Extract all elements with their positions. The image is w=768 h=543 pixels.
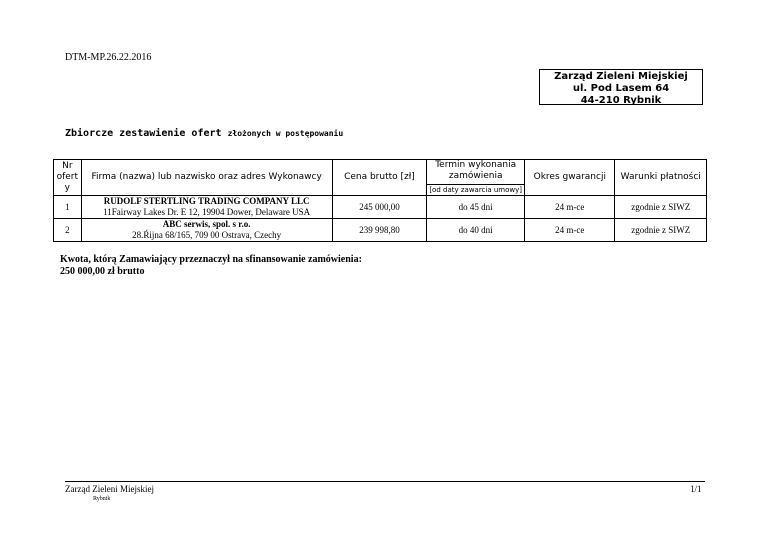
header-warunki: Warunki płatności	[615, 160, 707, 196]
table-row	[54, 219, 707, 242]
header-firma: Firma (nazwa) lub nazwisko oraz adres Wykonawcy	[81, 160, 332, 196]
header-termin-sub: [od daty zawarcia umowy]	[427, 184, 524, 195]
cell-warranty: 24 m-ce	[525, 196, 615, 219]
table-row	[54, 196, 707, 219]
title-main: Zbiorcze zestawienie ofert	[65, 128, 228, 139]
cell-firma	[81, 219, 332, 242]
funding-summary	[60, 254, 362, 278]
firm-address: 28.Ŕijna 68/165, 709 00 Ostrava, Czechy	[132, 230, 282, 240]
funding-label: Kwota, którą Zamawiający przeznaczył na sfinansowanie zamówienia:	[60, 254, 362, 265]
header-nr: Nr ofert y	[54, 160, 82, 196]
cell-payment: zgodnie z SIWZ	[615, 219, 707, 242]
page-title	[65, 128, 343, 139]
address-line-org: Zarząd Zieleni Miejskiej	[554, 71, 688, 82]
footer-organization: Zarząd Zieleni Miejskiej	[65, 484, 154, 494]
page-number: 1/1	[690, 484, 702, 494]
cell-price: 239 998,80	[332, 219, 427, 242]
firm-name: RUDOLF STERTLING TRADING COMPANY LLC	[103, 196, 310, 206]
offers-table	[53, 159, 707, 242]
cell-payment: zgodnie z SIWZ	[615, 196, 707, 219]
footer-city: Rybnik	[93, 496, 111, 502]
cell-term: do 45 dni	[427, 196, 525, 219]
cell-nr: 2	[54, 219, 82, 242]
address-line-street: ul. Pod Lasem 64	[572, 83, 670, 94]
header-termin-label: Termin wykonania zamówienia	[435, 160, 517, 181]
funding-amount: 250 000,00 zł brutto	[60, 266, 145, 277]
cell-nr: 1	[54, 196, 82, 219]
firm-address: 11Fairway Lakes Dr. E 12, 19904 Dower, Delaware USA	[103, 207, 311, 217]
address-line-city: 44-210 Rybnik	[580, 95, 662, 106]
cell-price: 245 000,00	[332, 196, 427, 219]
document-reference: DTM-MP.26.22.2016	[65, 52, 152, 63]
title-small: złożonych w postępowaniu	[227, 129, 344, 138]
address-box	[539, 69, 703, 105]
header-gwarancja: Okres gwarancji	[525, 160, 615, 196]
cell-warranty: 24 m-ce	[525, 219, 615, 242]
cell-term: do 40 dni	[427, 219, 525, 242]
cell-firma	[81, 196, 332, 219]
firm-name: ABC serwis, spol. s r.o.	[162, 219, 251, 229]
table-header-row	[54, 160, 707, 196]
header-termin	[427, 160, 525, 196]
footer-divider	[65, 481, 705, 482]
header-cena: Cena brutto [zł]	[332, 160, 427, 196]
